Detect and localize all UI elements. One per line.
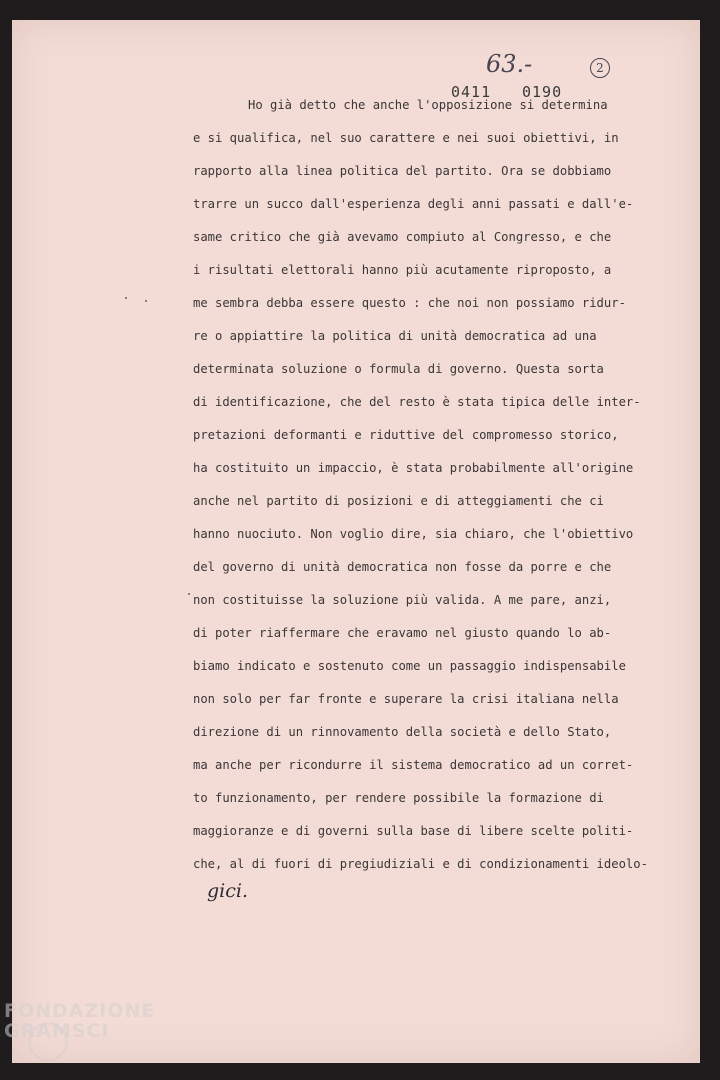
- text-line: rapporto alla linea politica del partito. Ora se dobbiamo: [193, 164, 612, 178]
- margin-dot: [145, 300, 147, 302]
- text-line: del governo di unità democratica non fosse da porre e che: [193, 560, 612, 574]
- text-line: i risultati elettorali hanno più acutamente riproposto, a: [193, 263, 612, 277]
- text-line: direzione di un rinnovamento della società e dello Stato,: [193, 725, 612, 739]
- text-line: same critico che già avevamo compiuto al Congresso, e che: [193, 230, 612, 244]
- text-line: ha costituito un impaccio, è stata probabilmente all'origine: [193, 461, 634, 475]
- watermark-line2: GRAMSCI: [4, 1020, 110, 1042]
- watermark: [4, 1000, 155, 1042]
- margin-dot: [188, 593, 190, 595]
- text-line: biamo indicato e sostenuto come un passaggio indispensabile: [193, 659, 626, 673]
- text-line: me sembra debba essere questo : che noi non possiamo ridur-: [193, 296, 626, 310]
- text-line: Ho già detto che anche l'opposizione si determina: [248, 98, 608, 112]
- text-line: di identificazione, che del resto è stata tipica delle inter-: [193, 395, 641, 409]
- handwritten-page-number: 63.-: [486, 50, 533, 78]
- text-line: anche nel partito di posizioni e di atteggiamenti che ci: [193, 494, 604, 508]
- text-line: ma anche per ricondurre il sistema democratico ad un corret-: [193, 758, 634, 772]
- text-line: e si qualifica, nel suo carattere e nei suoi obiettivi, in: [193, 131, 619, 145]
- archive-stamp-right: 0190: [522, 83, 563, 101]
- text-line: non solo per far fronte e superare la crisi italiana nella: [193, 692, 619, 706]
- watermark-line1: FONDAZIONE: [4, 1000, 156, 1022]
- text-line: hanno nuociuto. Non voglio dire, sia chiaro, che l'obiettivo: [193, 527, 634, 541]
- text-line: determinata soluzione o formula di governo. Questa sorta: [193, 362, 604, 376]
- text-line: non costituisse la soluzione più valida. A me pare, anzi,: [193, 593, 612, 607]
- text-line: che, al di fuori di pregiudiziali e di condizionamenti ideolo-: [193, 857, 648, 871]
- text-line: di poter riaffermare che eravamo nel giusto quando lo ab-: [193, 626, 612, 640]
- document-page: [12, 20, 700, 1063]
- circled-mark: 2: [590, 58, 610, 78]
- text-line: re o appiattire la politica di unità democratica ad una: [193, 329, 597, 343]
- text-line: pretazioni deformanti e riduttive del compromesso storico,: [193, 428, 619, 442]
- text-line: trarre un succo dall'esperienza degli anni passati e dall'e-: [193, 197, 634, 211]
- text-line: maggioranze e di governi sulla base di libere scelte politi-: [193, 824, 634, 838]
- margin-dot: [125, 297, 127, 299]
- text-line: to funzionamento, per rendere possibile la formazione di: [193, 791, 604, 805]
- archive-stamp-left: 0411: [451, 83, 492, 101]
- handwritten-ending: gici.: [207, 880, 248, 902]
